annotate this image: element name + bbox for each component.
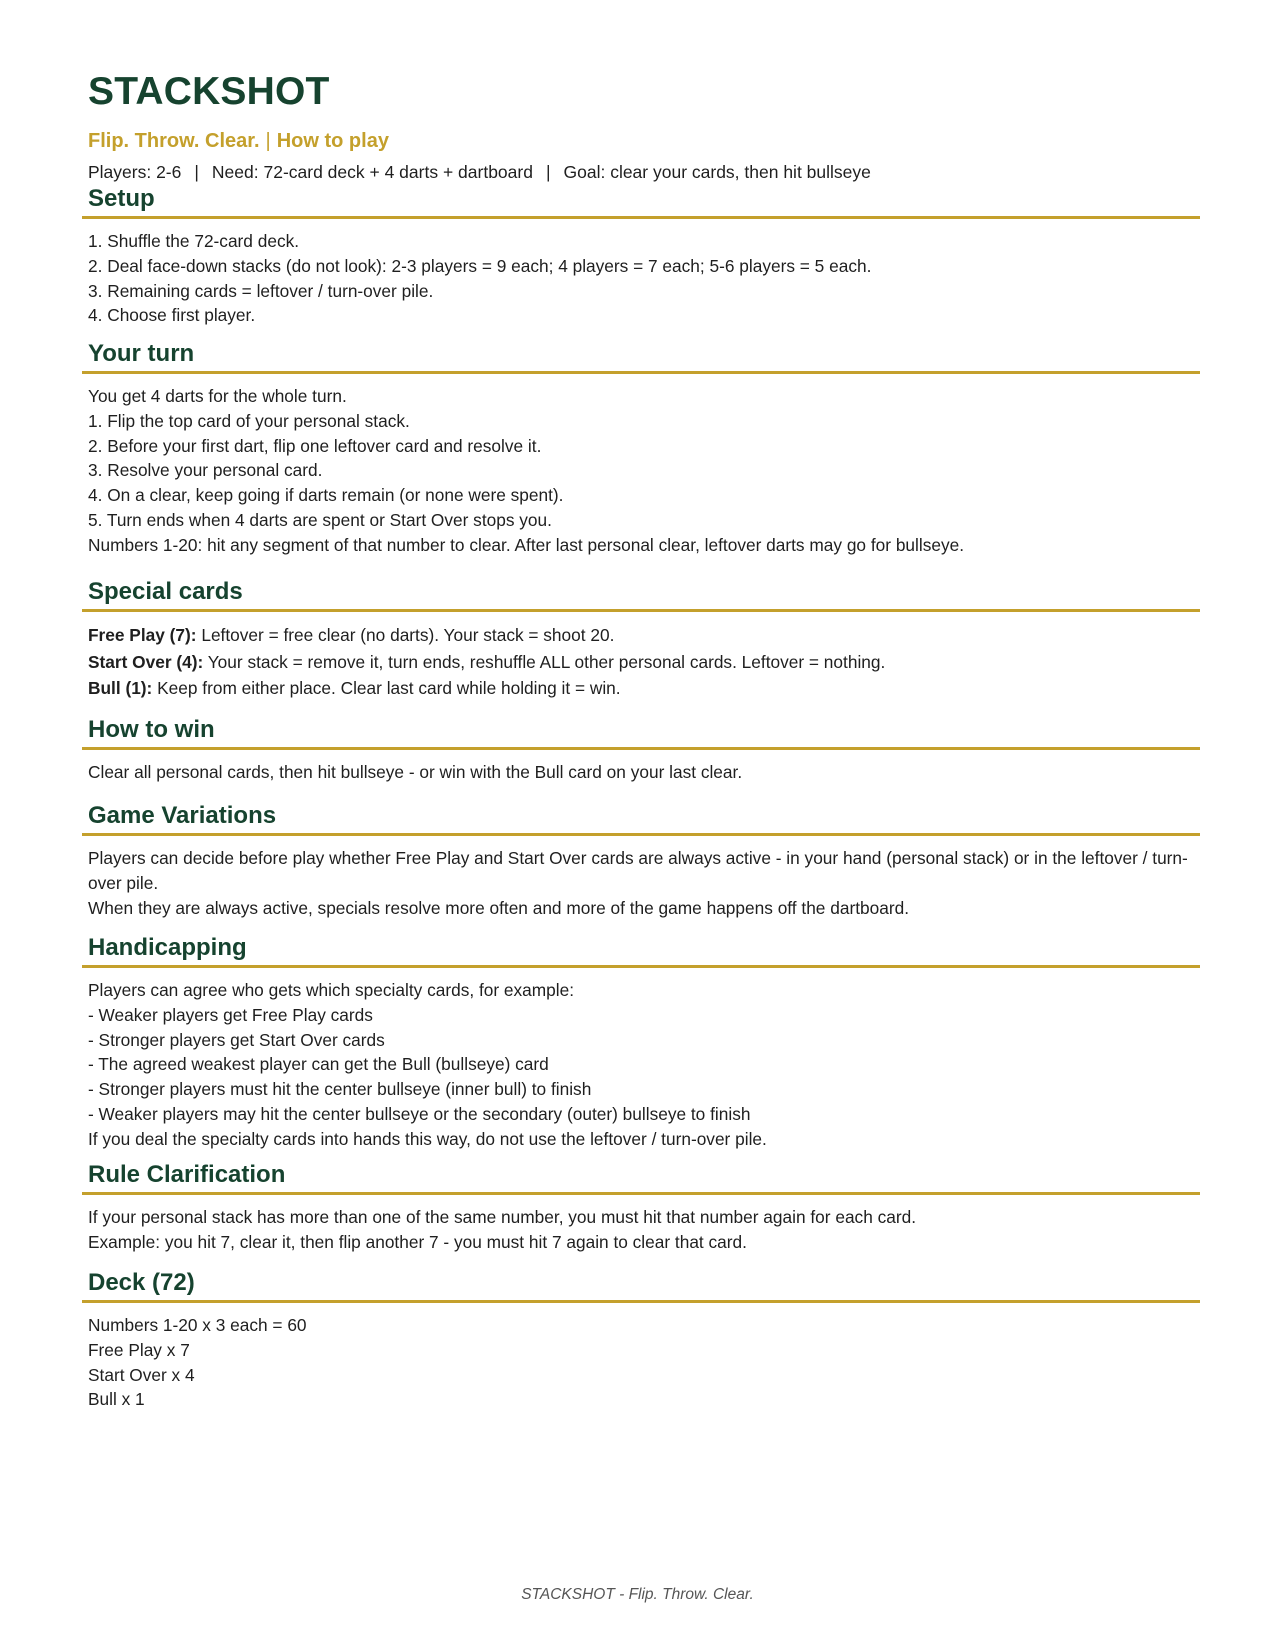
section-setup — [82, 184, 1200, 328]
list-item: 4. Choose first player. — [88, 305, 256, 326]
section-body — [82, 622, 1200, 702]
section-game-variations — [82, 801, 1200, 920]
list-item: - Stronger players get Start Over cards — [88, 1029, 385, 1050]
paragraph: If your personal stack has more than one of the same number, you must hit that number again for each card. — [88, 1207, 917, 1227]
section-heading: How to win — [82, 715, 1200, 750]
tagline: Flip. Throw. Clear. — [88, 130, 260, 152]
meta-goal: Goal: clear your cards, then hit bullseye — [563, 162, 871, 182]
tagline-separator: | — [265, 130, 271, 152]
list-item: - Weaker players may hit the center bullseye or the secondary (outer) bullseye to finish — [88, 1103, 751, 1124]
card-label: Free Play (7): — [88, 625, 197, 645]
list-item: If you deal the specialty cards into hands this way, do not use the leftover / turn-over pile. — [88, 1128, 767, 1149]
card-text: Leftover = free clear (no darts). Your stack = shoot 20. — [196, 625, 615, 645]
special-card-start-over — [88, 649, 1200, 676]
card-text: Keep from either place. Clear last card while holding it = win. — [152, 678, 621, 698]
section-heading: Your turn — [82, 339, 1200, 374]
page-title: STACKSHOT — [88, 70, 330, 113]
page-footer: STACKSHOT - Flip. Throw. Clear. — [521, 1586, 754, 1603]
paragraph: Players can decide before play whether Free Play and Start Over cards are always active - in your hand (personal stack) or in the leftover / turn-over pile. — [88, 848, 1188, 893]
special-card-free-play — [88, 622, 1200, 649]
section-body — [82, 1313, 1200, 1412]
list-item: Numbers 1-20: hit any segment of that number to clear. After last personal clear, leftover darts may go for bullseye. — [88, 534, 965, 555]
list-item: - Stronger players must hit the center bullseye (inner bull) to finish — [88, 1079, 592, 1100]
section-deck — [82, 1268, 1200, 1412]
card-label: Start Over (4): — [88, 651, 204, 672]
game-meta — [88, 160, 1194, 184]
section-body — [82, 760, 1200, 785]
section-body — [82, 1205, 1200, 1255]
paragraph: Example: you hit 7, clear it, then flip another 7 - you must hit 7 again to clear that card. — [88, 1231, 747, 1252]
list-item: Free Play x 7 — [88, 1339, 190, 1360]
list-item: 3. Remaining cards = leftover / turn-over pile. — [88, 280, 434, 301]
subtitle — [88, 129, 1194, 153]
section-body — [82, 384, 1200, 558]
list-item: 1. Flip the top card of your personal stack. — [88, 410, 410, 431]
section-heading: Rule Clarification — [82, 1160, 1200, 1195]
section-heading: Game Variations — [82, 801, 1200, 836]
section-special-cards — [82, 577, 1200, 702]
section-handicapping — [82, 933, 1200, 1152]
section-how-to-win — [82, 715, 1200, 785]
special-card-bull — [88, 675, 1200, 702]
list-item: 5. Turn ends when 4 darts are spent or Start Over stops you. — [88, 509, 552, 530]
card-text: Your stack = remove it, turn ends, reshuffle ALL other personal cards. Leftover = nothing. — [203, 651, 886, 672]
card-label: Bull (1): — [88, 678, 153, 698]
list-item: Numbers 1-20 x 3 each = 60 — [88, 1315, 307, 1335]
list-item: 1. Shuffle the 72-card deck. — [88, 231, 300, 251]
list-item: 2. Before your first dart, flip one leftover card and resolve it. — [88, 435, 542, 456]
section-heading: Deck (72) — [82, 1268, 1200, 1303]
meta-separator: | — [545, 162, 551, 182]
section-your-turn — [82, 339, 1200, 558]
rules-page — [88, 66, 1194, 1410]
section-body — [82, 229, 1200, 328]
section-body — [82, 978, 1200, 1152]
meta-separator: | — [194, 162, 199, 182]
paragraph: When they are always active, specials resolve more often and more of the game happens off the dartboard. — [88, 897, 910, 918]
list-item: Bull x 1 — [88, 1389, 145, 1410]
paragraph: Clear all personal cards, then hit bullseye - or win with the Bull card on your last clear. — [88, 762, 743, 782]
section-heading: Setup — [82, 184, 1200, 219]
list-item: Players can agree who gets which specialty cards, for example: — [88, 980, 575, 1000]
how-to-play-label: How to play — [276, 130, 389, 152]
section-heading: Handicapping — [82, 933, 1200, 968]
section-rule-clarification — [82, 1160, 1200, 1255]
list-item: - Weaker players get Free Play cards — [88, 1004, 373, 1025]
meta-need: Need: 72-card deck + 4 darts + dartboard — [211, 162, 533, 182]
meta-players: Players: 2-6 — [88, 162, 182, 182]
list-item: You get 4 darts for the whole turn. — [88, 386, 347, 406]
list-item: 3. Resolve your personal card. — [88, 460, 323, 481]
list-item: 4. On a clear, keep going if darts remain (or none were spent). — [88, 485, 564, 506]
section-body — [82, 846, 1193, 920]
list-item: 2. Deal face-down stacks (do not look): 2-3 players = 9 each; 4 players = 7 each; 5-6 players = 5 each. — [88, 255, 872, 276]
list-item: Start Over x 4 — [88, 1364, 195, 1385]
section-heading: Special cards — [82, 577, 1200, 612]
list-item: - The agreed weakest player can get the Bull (bullseye) card — [88, 1054, 549, 1075]
